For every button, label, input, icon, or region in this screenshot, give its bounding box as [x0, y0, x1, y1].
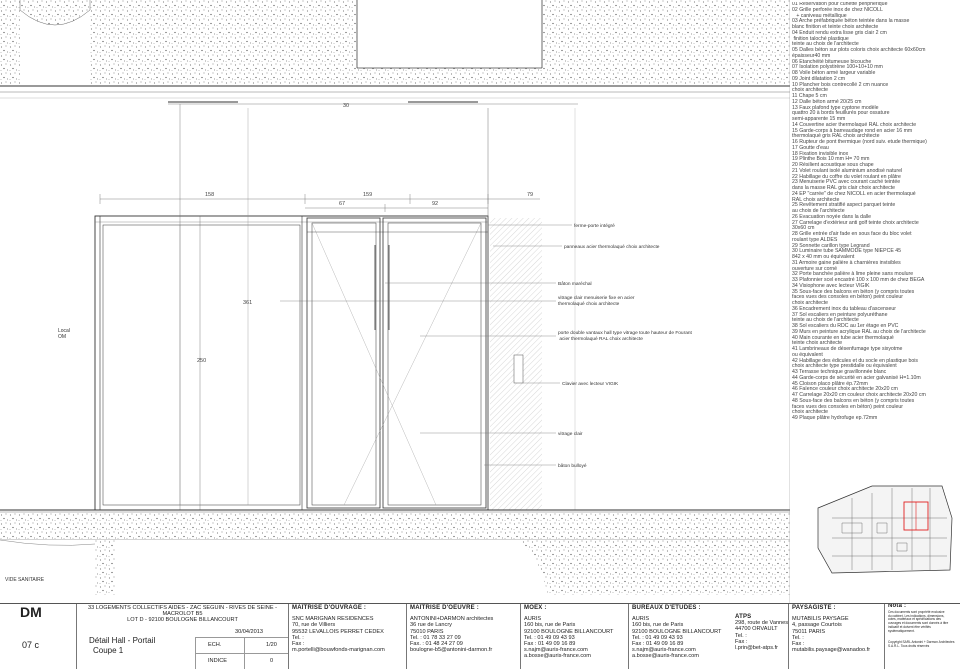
dim-left: 158 — [205, 192, 215, 198]
legend-item: épaisseur40 mm — [792, 52, 831, 59]
titleblock-line: cotes, matériaux et spécifications des — [888, 617, 941, 622]
legend-item: 17 Goutte d'eau — [792, 144, 829, 151]
dim-leaf-a: 67 — [339, 201, 346, 207]
legend-item: 22 Habillage du coffre du volet roulant en plâtre — [792, 173, 901, 180]
legend-item: 32 Porte banchée palière à lime pleine sans moulure — [792, 271, 914, 278]
legend-item: 11 Chape 5 cm — [792, 93, 827, 99]
legend-item: 28 Grille entrée d'air fade en sous face du bloc volet — [792, 231, 912, 237]
titleblock-line: 95532 LEVALLOIS PERRET CEDEX — [292, 628, 384, 635]
annotation-porte — [558, 330, 693, 342]
dim-height-opening: 250 — [197, 358, 207, 364]
top-dimension — [168, 101, 578, 109]
legend-item: 42 Habillage des édicules et du socle en plastique bois — [792, 357, 919, 364]
titleblock-line: a.bosse@auris-france.com — [524, 653, 591, 660]
titleblock-line: Tel. : 01 49 09 43 93 — [632, 634, 683, 641]
legend-item: 45 Cloison placo plâtre ép.72mm — [792, 380, 868, 387]
annotation-baton-bullaye: bâton bulloyé — [558, 464, 587, 469]
legend-item: 44 Garde-corps de sécurité en acier galvanisé H=1.10m — [792, 374, 921, 381]
annotation-line: thermolaqué choix architecte — [558, 302, 620, 307]
legend-item: 41 Lambrineaux de désenfumage type sixyotme — [792, 346, 903, 352]
legend-item: 15 Garde-corps à barreaudage rond en acier 16 mm — [792, 127, 913, 134]
project-cell — [76, 604, 288, 669]
titleblock-line: 70, rue de Villiers — [292, 622, 336, 629]
legend-item: 09 Joint dilatation 2 cm — [792, 75, 846, 82]
annotations — [558, 223, 693, 469]
annotation-panneaux: panneaux acier thermolaqué choix architecte — [564, 245, 660, 250]
titleblock-line: 160 bis, rue de Paris — [632, 622, 684, 629]
titleblock-line: 92100 BOULOGNE BILLANCOURT — [524, 628, 614, 635]
legend-item: 24 EP "carrée" de chez NICOLL en acier thermolaqué — [792, 190, 916, 197]
be-cell — [628, 604, 732, 669]
legend-item: choix architecte — [792, 409, 829, 416]
legend-item: 06 Etanchéité bitumeuse bicouche — [792, 58, 872, 65]
annotation-line: Local — [58, 328, 70, 334]
legend-item: 39 Murs en peinture acrylique RAL au choix de l'architecte — [792, 328, 926, 335]
legend-item: blanc finition et teinte choix architecte — [792, 24, 879, 30]
titleblock-line: S.A.R.L. Tous droits réservés — [888, 643, 930, 648]
height-dimensions — [180, 104, 200, 510]
titleblock-line: 36 rue de Lancry — [410, 622, 452, 629]
titleblock-line: Fax : 01 49 09 16 89 — [524, 641, 576, 648]
legend-item: 49 Plaque plâtre hydrofuge ep.72mm — [792, 415, 878, 421]
legend-item: semi-apparente 15 mm — [792, 116, 846, 122]
dim-right: 79 — [527, 192, 534, 198]
moe-heading: MAÎTRISE D'OEUVRE : — [410, 605, 479, 611]
moex-heading: MOEX : — [524, 605, 547, 611]
atps-heading: ATPS — [735, 614, 752, 620]
legend-item: ou équivalent — [792, 351, 823, 358]
logo-cell — [0, 604, 76, 669]
dim-leaf-b: 92 — [432, 201, 439, 207]
legend-item: + caniveau métallique — [792, 12, 847, 19]
legend-item: 02 Grille perforée inox de chez NICOLL — [792, 6, 883, 13]
legend-item: 10 Plancher bois contrecollé 2 cm nuance — [792, 81, 889, 88]
legend-item: 01 Réservation pour cunette périphérique — [792, 2, 888, 7]
legend-item: 31 Armoire gaine palière à charnières invisibles — [792, 259, 901, 266]
legend-item: 20 Résilient acoustique sous chape — [792, 162, 874, 168]
ech-label: ECH. — [208, 642, 222, 648]
project-line2: MACROLOT B5 — [162, 611, 203, 618]
legend-item: faces vues des consoles en béton) peint couleur — [792, 403, 904, 410]
legend-item: quattro 20 à bords feuillurés pour ossature — [792, 110, 890, 117]
scale-box — [195, 637, 288, 669]
titleblock-line: 75010 PARIS — [410, 628, 444, 635]
legend-item: teinte au choix de l'architecte — [792, 317, 859, 324]
titleblock-line: Fax : — [792, 641, 805, 648]
titleblock-line: 298, route de Vannes — [735, 620, 788, 627]
title-block — [0, 603, 960, 669]
legend-item: 30 Luminaire tube SAMMODE type NIEPCE 45 — [792, 248, 901, 255]
dim-mid: 159 — [363, 192, 373, 198]
paysagiste-cell — [788, 604, 884, 669]
annotation-line: porte double vantaux hall type vitrage toute hauteur de Fourant — [558, 331, 692, 336]
legend-item: 13 Faux plafond type cyptone modèle — [792, 104, 879, 111]
titleblock-line: Ces documents sont propriété exclusive — [888, 609, 945, 614]
nota-heading: Nota : — [888, 604, 907, 609]
titleblock-line: 44700 ORVAULT — [735, 626, 778, 633]
titleblock-line: mutabilis.paysage@wanadoo.fr — [792, 647, 871, 654]
titleblock-line: Fax : — [292, 641, 305, 648]
annotation-clavier: Clavier avec lecteur VIGIK — [562, 382, 619, 387]
materials-legend — [792, 2, 958, 422]
legend-item: choix architecte — [792, 87, 829, 94]
legend-item: 04 Enduit rendu extra lisse gris clair 2 cm — [792, 29, 887, 36]
legend-item: teinte au choix de l'architecte — [792, 41, 859, 48]
mo-heading: MAÎTRISE D'OUVRAGE : — [292, 605, 367, 611]
drawing-title-1: Détail Hall - Portail — [89, 636, 156, 645]
titleblock-line: ANTONINI+DARMON architectes — [410, 616, 494, 623]
legend-item: dans la masse RAL gris clair choix architecte — [792, 185, 896, 191]
legend-item: roulant type ALDES — [792, 236, 838, 243]
legend-item: 30x60 cm — [792, 225, 815, 232]
logo: DM — [20, 604, 42, 620]
project-line1: 33 LOGEMENTS COLLECTIFS AIDES - ZAC SEGUIN - RIVES DE SEINE - — [88, 605, 277, 611]
legend-item: 05 Dalles béton sur plots coloris choix architecte 60x60cm — [792, 47, 926, 53]
nota-cell — [884, 604, 960, 669]
titleblock-line: m.portelli@bouwfonds-marignan.com — [292, 647, 385, 654]
ech-value: 1/20 — [266, 642, 277, 648]
titleblock-line: indicatif et doivent être vérifiés — [888, 624, 931, 629]
legend-item: 25 Revêtement stratifié aspect parquet teinte — [792, 202, 896, 209]
legend-item: 48 Sous-face des balcons en béton (y compris toutes — [792, 397, 915, 404]
legend-item: 12 Dalle béton armé 20/25 cm — [792, 98, 862, 105]
titleblock-line: 92100 BOULOGNE BILLANCOURT — [632, 628, 722, 635]
annotation-vitrage-fixe — [558, 295, 635, 307]
annotation-baton: Bâton maréchal — [558, 282, 592, 287]
titleblock-line: boulogne-b5@antonini-darmon.fr — [410, 647, 493, 654]
legend-item: ouverture sur corné — [792, 265, 837, 272]
legend-item: faces vues des consoles en béton) peint couleur — [792, 294, 904, 301]
dim-height-total: 361 — [243, 300, 253, 306]
titleblock-line: 75011 PARIS — [792, 628, 826, 635]
annotation-line: acier thermolaqué RAL choix architecte — [558, 337, 643, 342]
atps-cell — [732, 604, 788, 669]
legend-item: 34 Visiophone avec lecteur VIGIK — [792, 282, 870, 289]
legend-item: teinte choix architecte — [792, 340, 843, 347]
legend-item: thermolaqué gris RAL choix architecte — [792, 133, 880, 140]
legend-item: 19 Plinthe Bois 10 mm H= 70 mm — [792, 156, 870, 163]
legend-item: 07 Isolation polystirène 100+10+10 mm — [792, 64, 883, 71]
annotation-vitrage-clair: vitrage clair — [558, 432, 583, 437]
be-heading: BUREAUX D'ETUDES : — [632, 605, 701, 611]
legend-item: 18 Fixation invisible inox — [792, 150, 849, 157]
legend-item: 29 Sonnette carillon type Legrand — [792, 242, 870, 249]
width-dimensions — [100, 194, 540, 212]
date: 30/04/2013 — [235, 629, 263, 635]
titleblock-line: Tel. : 01 49 09 43 93 — [524, 634, 575, 641]
titleblock-line: Copyright SARL Antonini + Darmon Architectes — [888, 640, 955, 645]
annotation-line: OM — [58, 334, 67, 340]
legend-item: 26 Evacuation noyée dans la dalle — [792, 213, 872, 220]
project-line3: LOT D - 92100 BOULOGNE BILLANCOURT — [127, 617, 238, 624]
dim-top: 30 — [343, 103, 350, 109]
titleblock-line: 160 bis, rue de Paris — [524, 622, 576, 629]
key-plan — [812, 478, 958, 578]
titleblock-line: Fax. : 01 48 24 27 09 — [410, 641, 463, 648]
drawing-title-2: Coupe 1 — [93, 646, 124, 655]
titleblock-line: 4, passage Courtois — [792, 622, 842, 629]
legend-item: 842 x 40 mm ou équivalent — [792, 254, 855, 260]
legend-item: 14 Couvertine acier thermolaqué RAL choix architecte — [792, 121, 917, 128]
moex-cell — [520, 604, 628, 669]
titleblock-line: Fax : 01 49 09 16 89 — [632, 641, 684, 648]
annotation-ferme-porte: ferme-porte intégré — [574, 224, 615, 229]
top-slab — [0, 0, 790, 98]
legend-item: au choix de l'architecte — [792, 208, 845, 214]
indice-value: 0 — [270, 658, 274, 664]
vigik-reader — [514, 355, 523, 383]
titleblock-line: systématiquement. — [888, 628, 915, 633]
label-vide-sanitaire: VIDE SANITAIRE — [5, 577, 45, 583]
titleblock-line: a.bosse@auris-france.com — [632, 653, 699, 660]
legend-item: 47 Carrelage 20x20 cm couleur choix architecte 20x20 cm — [792, 392, 926, 398]
bottom-slab — [0, 510, 790, 595]
sheet-number: 07 c — [22, 640, 40, 650]
titleblock-line: s.najm@auris-france.com — [632, 647, 696, 654]
legend-item: 46 Faïence couleur choix architecte 20x20 cm — [792, 386, 898, 393]
indice-label: INDICE — [208, 658, 227, 664]
moe-cell — [406, 604, 520, 669]
legend-item: 23 Menuiserie PVC avec courant caché teintée — [792, 179, 901, 186]
titleblock-line: ouvrages et documents sont donnés à titre — [888, 621, 949, 626]
titleblock-line: Tel. : — [792, 634, 804, 641]
legend-item: finition taloché plastique — [792, 35, 849, 42]
annotation-line: vitrage clair menuiserie fixe en acier — [558, 296, 635, 301]
mo-cell — [288, 604, 406, 669]
titleblock-line: du cabinet. Les indications, dimensions, — [888, 613, 945, 618]
legend-item: 37 Sol escaliers en peinture polyuréthane — [792, 311, 888, 318]
legend-item: 33 Plafonnier scel encastré 100 x 100 mm de chez BEGA — [792, 277, 925, 283]
legend-item: RAL choix architecte — [792, 196, 840, 203]
legend-item: 38 Sol escaliers du RDC au 1er étage en PVC — [792, 323, 899, 329]
legend-item: 43 Terrasse technique gravillonnée blanc — [792, 369, 887, 375]
paysagiste-heading: PAYSAGISTE : — [792, 605, 836, 611]
legend-item: 40 Main courante en tube acier thermolaqué — [792, 334, 894, 341]
titleblock-line: Tel. : 01 78 33 27 09 — [410, 634, 461, 641]
titleblock-line: AURIS — [632, 616, 650, 623]
label-local-om — [58, 328, 70, 340]
titleblock-line: MUTABILIS PAYSAGE — [792, 616, 849, 623]
titleblock-line: Tel. : — [292, 634, 304, 641]
legend-item: choix architecte — [792, 300, 829, 306]
legend-item: 27 Carrelage d'extérieur anti golf teinte choix architecte — [792, 219, 919, 226]
legend-item: 08 Voile béton armé largeur variable — [792, 70, 876, 76]
titleblock-line: SNC MARIGNAN RESIDENCES — [292, 616, 374, 623]
legend-item: 03 Arche préfabriquée béton teintée dans la masse — [792, 18, 910, 25]
titleblock-line: Fax : — [735, 638, 748, 645]
legend-item: choix architecte type prestidalle ou équivalent — [792, 363, 897, 370]
legend-item: 16 Rupteur de pont thermique (nord suiv. etude thermique) — [792, 139, 927, 145]
titleblock-line: l.prin@bet-atps.fr — [735, 645, 778, 652]
titleblock-line: AURIS — [524, 616, 542, 623]
titleblock-line: Tel. : — [735, 632, 747, 639]
legend-item: 35 Sous-face des balcons en béton (y compris toutes — [792, 288, 915, 295]
titleblock-line: s.najm@auris-france.com — [524, 647, 588, 654]
legend-item: 36 Encadrement inox du tableau d'ascenseur — [792, 305, 896, 312]
legend-item: 21 Volet roulant isolé aluminium anodisé naturel — [792, 167, 903, 174]
